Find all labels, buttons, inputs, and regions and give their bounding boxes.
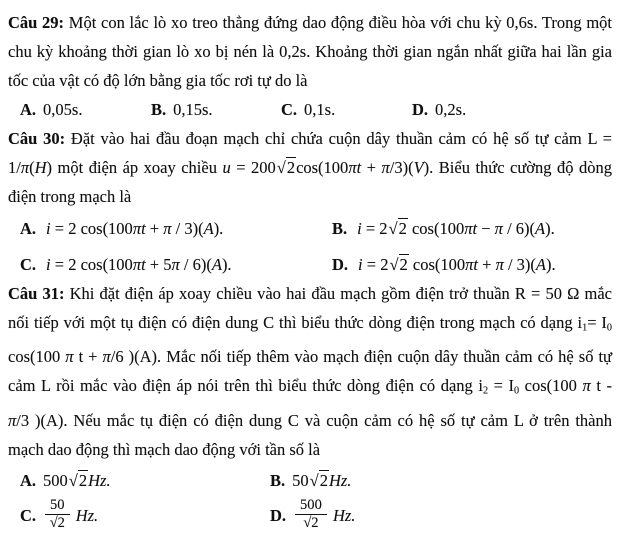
question-31-line-3 xyxy=(8,342,612,371)
text-segment: t - xyxy=(591,376,612,395)
question-31-line-2 xyxy=(8,308,612,342)
text-segment: i xyxy=(46,219,51,238)
text-segment: mạch dao động thì mạch dao động với tần số là xyxy=(8,440,320,459)
text-segment: ( xyxy=(29,158,35,177)
text-segment: 2 xyxy=(483,386,488,397)
text-segment: 0 xyxy=(607,322,612,333)
fraction-numerator: 50 xyxy=(45,498,70,516)
text-segment: ). xyxy=(545,219,555,238)
text-segment: Câu 31: xyxy=(8,284,64,303)
text-segment: i xyxy=(46,255,51,274)
question-31-line-5 xyxy=(8,406,612,435)
text-segment: π xyxy=(103,347,111,366)
text-segment: Hz. xyxy=(329,471,351,490)
text-segment: = 2 xyxy=(362,219,388,238)
document-root xyxy=(8,8,612,534)
question-29-option-B xyxy=(151,95,281,124)
option-label: B. xyxy=(270,471,285,490)
question-30-option-C xyxy=(20,250,332,279)
text-segment: u xyxy=(222,158,230,177)
text-segment: /3)( xyxy=(390,158,414,177)
option-label: B. xyxy=(151,100,166,119)
text-segment: 0 xyxy=(514,386,519,397)
option-label: A. xyxy=(20,100,36,119)
question-30-option-D xyxy=(332,250,612,279)
option-label: D. xyxy=(270,506,286,525)
text-segment: π xyxy=(381,158,389,177)
text-segment: Hz. xyxy=(76,506,98,525)
text-segment: ). Biểu thức cường độ dòng xyxy=(424,158,612,177)
text-segment: cos(100 xyxy=(8,347,65,366)
fraction xyxy=(295,498,327,533)
text-segment: Khi đặt điện áp xoay chiều vào hai đầu mạch gồm điện trở thuần R = 50 Ω mắc xyxy=(64,284,612,303)
text-segment: 50 xyxy=(292,471,309,490)
radical-sign-icon: √ xyxy=(389,255,398,274)
question-30-option-B xyxy=(332,214,612,243)
question-30-line-3 xyxy=(8,182,612,211)
text-segment: / 6)( xyxy=(180,255,212,274)
question-30-line-2 xyxy=(8,153,612,182)
question-29-line-2 xyxy=(8,37,612,66)
option-label: C. xyxy=(20,255,36,274)
fraction-denominator: √2 xyxy=(303,515,318,532)
text-segment: /3 )(A). Nếu mắc tụ điện có điện dung C và cuộn cảm có hệ số tự cảm L ở trên thành xyxy=(16,411,612,430)
text-segment: điện trong mạch là xyxy=(8,187,131,206)
text-segment: 1 xyxy=(582,322,587,333)
sqrt-expression xyxy=(69,471,88,490)
question-30 xyxy=(8,124,612,279)
text-segment: tốc của vật có độ lớn bằng gia tốc rơi tự do là xyxy=(8,71,307,90)
text-segment: = 2 cos(100 xyxy=(51,219,133,238)
fraction-numerator: 500 xyxy=(295,498,327,516)
text-segment: = 200 xyxy=(231,158,276,177)
question-29-options xyxy=(8,95,612,124)
question-31-option-A xyxy=(20,466,270,495)
radicand: 2 xyxy=(319,470,329,490)
text-segment: A xyxy=(535,219,545,238)
text-segment: / 3)( xyxy=(504,255,536,274)
text-segment: Đặt vào hai đầu đoạn mạch chỉ chứa cuộn dây thuần cảm có hệ số tự cảm L = xyxy=(65,129,612,148)
text-segment: + 5 xyxy=(146,255,172,274)
text-segment: chu kỳ khoảng thời gian lò xo bị nén là 0,2s. Khoảng thời gian ngắn nhất giữa hai lần gia xyxy=(8,42,612,61)
text-segment: πt xyxy=(464,219,477,238)
text-segment: 1/ xyxy=(8,158,21,177)
question-29-option-D xyxy=(412,95,612,124)
text-segment: πt xyxy=(133,255,146,274)
question-29-line-3 xyxy=(8,66,612,95)
text-segment: i xyxy=(357,219,362,238)
text-segment: cảm L rồi mắc vào điện áp nói trên thì biểu thức dòng điện có dạng i xyxy=(8,376,483,395)
text-segment: π xyxy=(582,376,590,395)
option-label: C. xyxy=(20,506,36,525)
text-segment: π xyxy=(495,219,503,238)
question-31-option-D xyxy=(270,500,612,534)
text-segment: Câu 29: xyxy=(8,13,64,32)
text-segment: Câu 30: xyxy=(8,129,65,148)
text-segment: / 6)( xyxy=(503,219,535,238)
sqrt-expression xyxy=(310,471,329,490)
text-segment: nối tiếp với một tụ điện có điện dung C thì biểu thức dòng điện trong mạch có dạng i xyxy=(8,313,582,332)
text-segment: = 2 cos(100 xyxy=(51,255,133,274)
fraction xyxy=(45,498,70,533)
text-segment: π xyxy=(65,347,73,366)
text-segment: π xyxy=(163,219,171,238)
radicand: 2 xyxy=(398,218,408,238)
sqrt-expression xyxy=(277,158,296,177)
question-31-line-6 xyxy=(8,435,612,464)
radical-sign-icon: √ xyxy=(277,158,286,177)
text-segment: + xyxy=(478,255,496,274)
question-29 xyxy=(8,8,612,124)
text-segment: A xyxy=(212,255,222,274)
text-segment: ). xyxy=(546,255,556,274)
text-segment: ) một điện áp xoay chiều xyxy=(47,158,223,177)
text-segment: π xyxy=(8,411,16,430)
radicand: 2 xyxy=(78,470,88,490)
option-label: D. xyxy=(412,100,428,119)
radicand: 2 xyxy=(286,157,296,177)
text-segment: = I xyxy=(587,313,607,332)
text-segment: H xyxy=(35,158,47,177)
option-label: A. xyxy=(20,219,36,238)
text-segment: 0,15s. xyxy=(173,100,212,119)
text-segment: − xyxy=(477,219,495,238)
question-30-line-1 xyxy=(8,124,612,153)
fraction-denominator: √2 xyxy=(50,515,65,532)
text-segment: cos(100 xyxy=(408,219,464,238)
question-31-options xyxy=(8,466,612,534)
question-31 xyxy=(8,279,612,534)
text-segment: Hz. xyxy=(88,471,110,490)
question-30-option-A xyxy=(20,214,332,243)
text-segment: A xyxy=(204,219,214,238)
text-segment: π xyxy=(21,158,29,177)
text-segment: cos(100 xyxy=(296,158,348,177)
text-segment: 0,1s. xyxy=(304,100,335,119)
text-segment: ). xyxy=(222,255,232,274)
text-segment: πt xyxy=(133,219,146,238)
question-31-line-1 xyxy=(8,279,612,308)
text-segment: /6 )(A). Mắc nối tiếp thêm vào mạch điện cuộn dây thuần cảm có hệ số tự xyxy=(111,347,612,366)
question-29-line-1 xyxy=(8,8,612,37)
option-label: C. xyxy=(281,100,297,119)
text-segment: cos(100 xyxy=(519,376,582,395)
sqrt-expression xyxy=(389,219,408,238)
radical-sign-icon: √ xyxy=(310,471,319,490)
text-segment: π xyxy=(496,255,504,274)
text-segment: V xyxy=(414,158,424,177)
radicand: 2 xyxy=(399,254,409,274)
radical-sign-icon: √ xyxy=(69,471,78,490)
sqrt-expression xyxy=(389,255,408,274)
text-segment: πt xyxy=(465,255,478,274)
text-segment: i xyxy=(358,255,363,274)
text-segment: t + xyxy=(74,347,103,366)
question-31-line-4 xyxy=(8,371,612,405)
text-segment: Hz. xyxy=(333,506,355,525)
text-segment: 500 xyxy=(43,471,68,490)
option-label: A. xyxy=(20,471,36,490)
text-segment: + xyxy=(361,158,381,177)
text-segment: πt xyxy=(348,158,361,177)
option-label: D. xyxy=(332,255,348,274)
text-segment: 0,05s. xyxy=(43,100,82,119)
question-30-options xyxy=(8,214,612,279)
text-segment: / 3)( xyxy=(172,219,204,238)
text-segment: A xyxy=(536,255,546,274)
text-segment: + xyxy=(146,219,164,238)
question-29-option-C xyxy=(281,95,412,124)
question-31-option-B xyxy=(270,466,612,495)
radical-sign-icon: √ xyxy=(389,219,398,238)
text-segment: = 2 xyxy=(363,255,389,274)
question-29-option-A xyxy=(20,95,151,124)
text-segment: ). xyxy=(214,219,224,238)
text-segment: π xyxy=(171,255,179,274)
text-segment: 0,2s. xyxy=(435,100,466,119)
question-31-option-C xyxy=(20,500,270,534)
text-segment: = I xyxy=(488,376,514,395)
text-segment: cos(100 xyxy=(409,255,465,274)
text-segment: Một con lắc lò xo treo thẳng đứng dao động điều hòa với chu kỳ 0,6s. Trong một xyxy=(64,13,612,32)
option-label: B. xyxy=(332,219,347,238)
